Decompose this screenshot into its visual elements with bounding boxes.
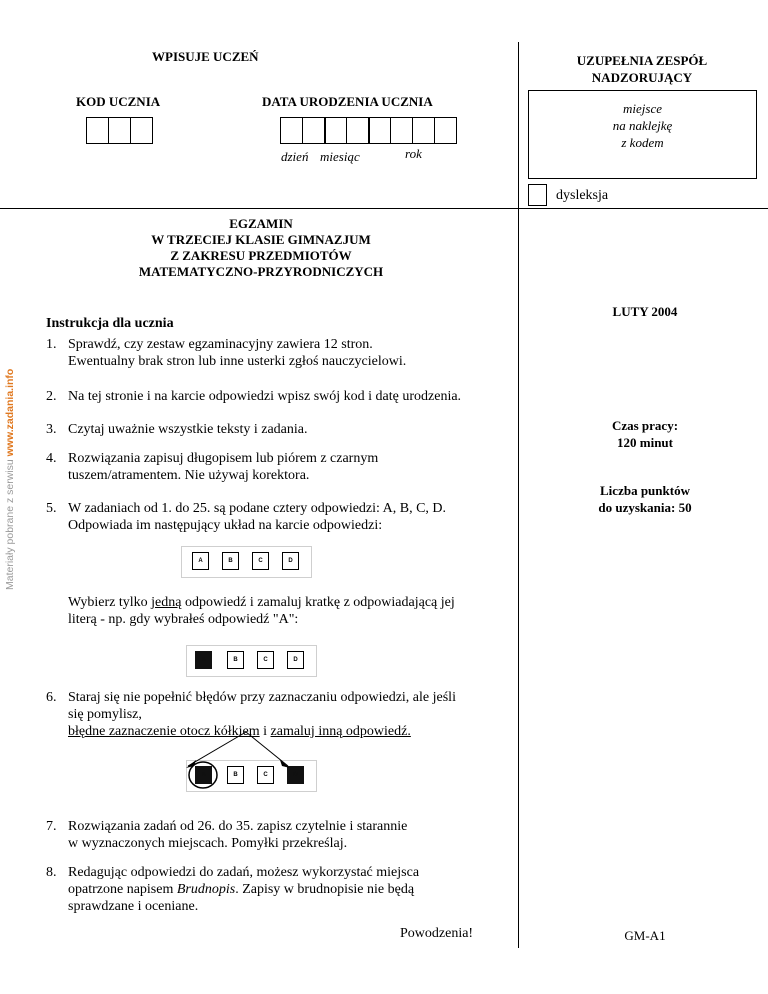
day-box-2[interactable] bbox=[302, 117, 325, 144]
instruction-4: 4. Rozwiązania zapisuj długopisem lub piórem z czarnym tuszem/atramentem. Nie używaj korektora. bbox=[46, 451, 379, 483]
option-a-filled: A bbox=[195, 651, 212, 669]
exam-title-line2: W TRZECIEJ KLASIE GIMNAZJUM bbox=[151, 232, 371, 247]
date-part-day: dzień bbox=[281, 149, 309, 164]
team-title-line1: UZUPEŁNIA ZESPÓŁ bbox=[576, 53, 708, 68]
exam-title-line1: EGZAMIN bbox=[229, 216, 293, 231]
instruction-6: 6. Staraj się nie popełnić błędów przy zaznaczaniu odpowiedzi, ale jeśli się pomylisz, błędne zaznaczenie otocz kółkiem i zamaluj inną odpowiedź. bbox=[46, 690, 456, 739]
exam-title-line4: MATEMATYCZNO-PRZYRODNICZYCH bbox=[138, 264, 384, 279]
watermark-url: www.zadania.info bbox=[4, 368, 16, 457]
arrow-right-head bbox=[280, 760, 290, 768]
points-value: do uzyskania: 50 bbox=[598, 500, 692, 515]
option-c: C bbox=[252, 552, 269, 570]
year-box-4[interactable] bbox=[434, 117, 457, 144]
option-c: C bbox=[257, 651, 274, 669]
option-a-circled: A bbox=[195, 766, 212, 784]
sticker-line3: z kodem bbox=[621, 135, 664, 150]
instruction-5: 5. W zadaniach od 1. do 25. są podane cztery odpowiedzi: A, B, C, D. Odpowiada im następujący układ na karcie odpowiedzi: bbox=[46, 501, 447, 533]
arrow-right-line bbox=[246, 732, 288, 766]
exam-title-line3: Z ZAKRESU PRZEDMIOTÓW bbox=[170, 248, 352, 263]
answer-row-filled-example bbox=[186, 645, 317, 677]
code-box-1[interactable] bbox=[86, 117, 109, 144]
horizontal-divider bbox=[0, 208, 768, 209]
correction-arrows bbox=[156, 726, 356, 796]
dyslexia-checkbox[interactable] bbox=[528, 184, 547, 206]
arrow-left-head bbox=[186, 760, 196, 768]
code-box-3[interactable] bbox=[130, 117, 153, 144]
time-value: 120 minut bbox=[617, 435, 673, 450]
month-box-2[interactable] bbox=[346, 117, 369, 144]
birth-date-label: DATA URODZENIA UCZNIA bbox=[262, 94, 433, 109]
team-title-line2: NADZORUJĄCY bbox=[591, 70, 693, 85]
instruction-3: 3. Czytaj uważnie wszystkie teksty i zadania. bbox=[46, 422, 308, 437]
year-box-3[interactable] bbox=[412, 117, 435, 144]
points-label: Liczba punktów bbox=[600, 483, 690, 498]
day-box-1[interactable] bbox=[280, 117, 303, 144]
option-d: D bbox=[282, 552, 299, 570]
option-b: B bbox=[227, 651, 244, 669]
good-luck-text: Powodzenia! bbox=[400, 926, 474, 941]
year-box-2[interactable] bbox=[390, 117, 413, 144]
instruction-5b: Wybierz tylko jedną odpowiedź i zamaluj kratkę z odpowiadającą jej literą - np. gdy wybrałeś odpowiedź "A": bbox=[68, 595, 455, 627]
sticker-line2: na naklejkę bbox=[612, 118, 673, 133]
team-section-title bbox=[528, 52, 756, 86]
instruction-7: 7. Rozwiązania zadań od 26. do 35. zapisz czytelnie i starannie w wyznaczonych miejscach. Pomyłki przekreślaj. bbox=[46, 819, 408, 851]
vertical-divider bbox=[518, 42, 519, 948]
date-part-year: rok bbox=[405, 146, 422, 161]
instructions-heading: Instrukcja dla ucznia bbox=[46, 316, 174, 331]
student-section-title: WPISUJE UCZEŃ bbox=[152, 49, 259, 64]
dyslexia-label: dysleksja bbox=[556, 188, 609, 203]
watermark-prefix: Materiały pobrane z serwisu bbox=[4, 456, 16, 590]
instruction-8: 8. Redagując odpowiedzi do zadań, możesz wykorzystać miejsca opatrzone napisem Brudnopis. Zapisy w brudnopisie nie będą sprawdzane i oceniane. bbox=[46, 865, 420, 914]
code-box-2[interactable] bbox=[108, 117, 131, 144]
sticker-line1: miejsce bbox=[623, 101, 662, 116]
exam-title bbox=[48, 216, 474, 280]
answer-row-example bbox=[181, 546, 312, 578]
points-info bbox=[560, 482, 730, 516]
watermark bbox=[4, 369, 16, 590]
option-d: D bbox=[287, 651, 304, 669]
option-b: B bbox=[222, 552, 239, 570]
option-d-filled: D bbox=[287, 766, 304, 784]
instruction-1: 1. Sprawdź, czy zestaw egzaminacyjny zawiera 12 stron. Ewentualny brak stron lub inne usterki zgłoś nauczycielowi. bbox=[46, 337, 407, 369]
month-box-1[interactable] bbox=[324, 117, 347, 144]
option-c: C bbox=[257, 766, 274, 784]
year-box-1[interactable] bbox=[368, 117, 391, 144]
time-info bbox=[560, 417, 730, 451]
sticker-text bbox=[528, 100, 757, 151]
arrow-left-line bbox=[188, 732, 246, 766]
exam-date: LUTY 2004 bbox=[612, 304, 678, 319]
student-code-label: KOD UCZNIA bbox=[76, 94, 161, 109]
option-a: A bbox=[192, 552, 209, 570]
instruction-2: 2. Na tej stronie i na karcie odpowiedzi wpisz swój kod i datę urodzenia. bbox=[46, 389, 462, 404]
date-part-month: miesiąc bbox=[320, 149, 360, 164]
time-label: Czas pracy: bbox=[611, 418, 679, 433]
exam-code: GM-A1 bbox=[624, 928, 666, 943]
option-b: B bbox=[227, 766, 244, 784]
